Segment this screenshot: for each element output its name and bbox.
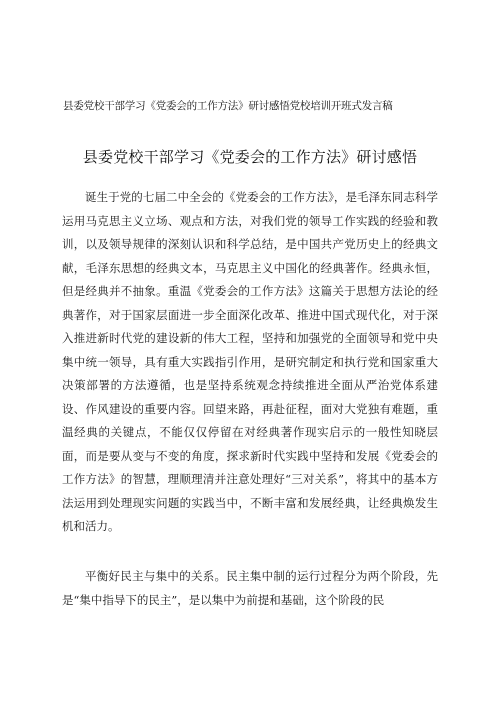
- body-paragraph-1: 诞生于党的七届二中全会的《党委会的工作方法》，是毛泽东同志科学运用马克思主义立场、观点和方法，对我们党的领导工作实践的经验和教训，以及领导规律的深刻认识和科学总结，是中国共产党历史上的经典文献，毛泽东思想的经典文本，马克思主义中国化的经典著作。经典永恒，但是经典并不抽象。重温《党委会的工作方法》这篇关于思想方法论的经典著作，对于国家层面进一步全面深化改革、推进中国式现代化，对于深入推进新时代党的建设新的伟大工程，坚持和加强党的全面领导和党中央集中统一领导，具有重大实践指引作用，是研究制定和执行党和国家重大决策部署的方法遵循，也是坚持系统观念持续推进全面从严治党体系建设、作风建设的重要内容。回望来路，再赴征程，面对大党独有难题，重温经典的关键点，不能仅仅停留在对经典著作现实启示的一般性知晓层面，而是要从变与不变的角度，探求新时代实践中坚持和发展《党委会的工作方法》的智慧，理顺理清并注意处理好“三对关系”，将其中的基本方法运用到处理现实问题的实践当中，不断丰富和发展经典，让经典焕发生机和活力。: [62, 190, 438, 533]
- document-header: 县委党校干部学习《党委会的工作方法》研讨感悟党校培训开班式发言稿: [63, 100, 393, 112]
- document-title: 县委党校干部学习《党委会的工作方法》研讨感悟: [82, 148, 418, 166]
- body-paragraph-2: 平衡好民主与集中的关系。民主集中制的运行过程分为两个阶段，先是“集中指导下的民主”，是以集中为前提和基础，这个阶段的民: [62, 569, 438, 607]
